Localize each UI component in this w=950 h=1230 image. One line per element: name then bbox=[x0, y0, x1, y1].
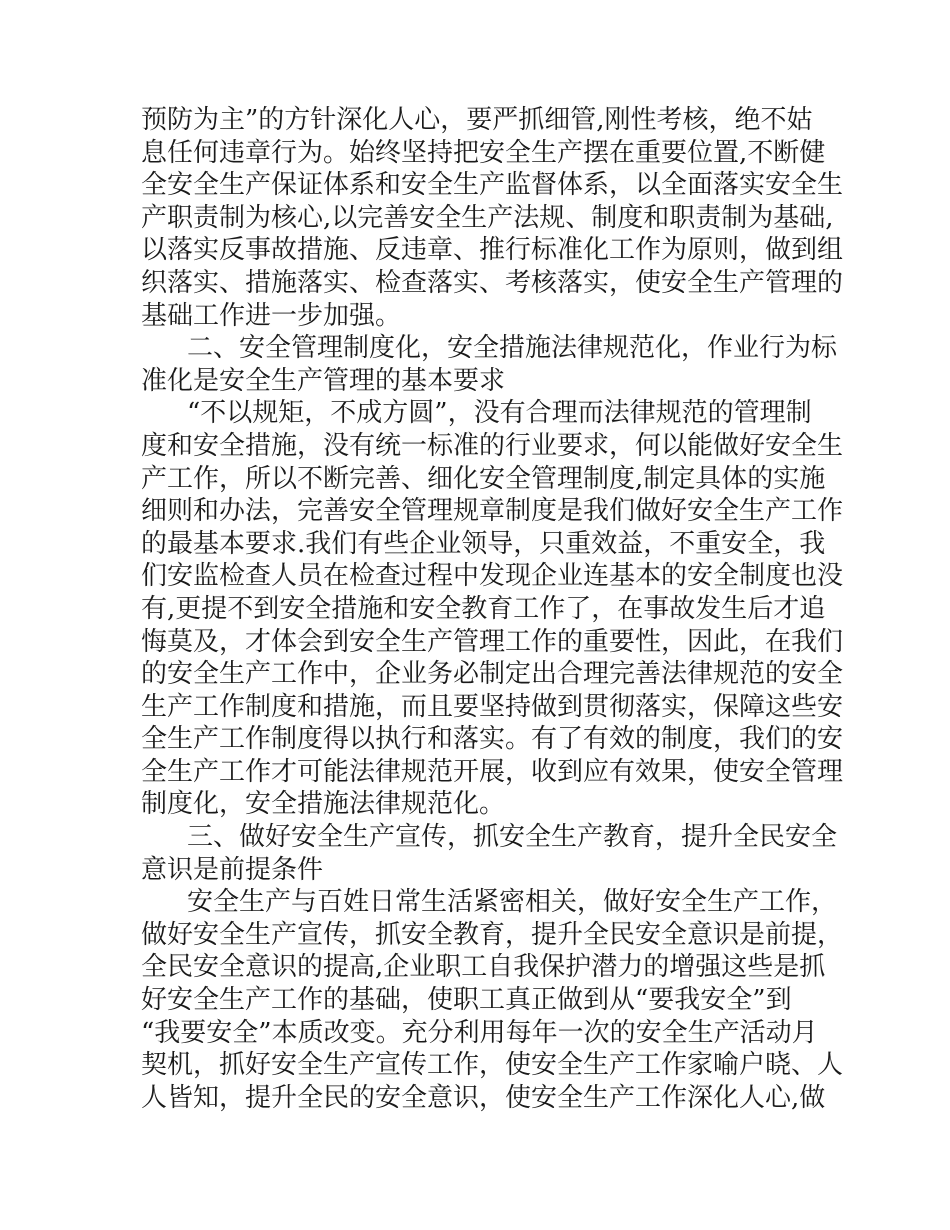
text-line: 全生产工作制度得以执行和落实。有了有效的制度，我们的安 bbox=[141, 724, 844, 755]
text-line: 的安全生产工作中，企业务必制定出合理完善法律规范的安全 bbox=[141, 659, 844, 690]
text-line: 准化是安全生产管理的基本要求 bbox=[141, 365, 506, 396]
text-line: 安全生产与百姓日常生活紧密相关，做好安全生产工作， bbox=[187, 887, 838, 918]
text-line: 生产工作制度和措施，而且要坚持做到贯彻落实，保障这些安 bbox=[141, 691, 844, 722]
document-body bbox=[141, 104, 844, 1114]
text-line: 们安监检查人员在检查过程中发现企业连基本的安全制度也没 bbox=[141, 561, 844, 592]
text-line: 悔莫及，才体会到安全生产管理工作的重要性，因此，在我们 bbox=[141, 626, 844, 657]
text-line: 产职责制为核心,以完善安全生产法规、制度和职责制为基础, bbox=[141, 202, 834, 233]
text-line: 产工作，所以不断完善、细化安全管理制度,制定具体的实施 bbox=[141, 463, 826, 494]
text-line: 全安全生产保证体系和安全生产监督体系，以全面落实安全生 bbox=[141, 170, 844, 201]
text-line: 二、安全管理制度化，安全措施法律规范化，作业行为标 bbox=[187, 333, 838, 364]
text-line: 度和安全措施，没有统一标准的行业要求，何以能做好安全生 bbox=[141, 430, 844, 461]
text-line: 契机，抓好安全生产宣传工作，使安全生产工作家喻户晓、人 bbox=[141, 1050, 844, 1081]
text-line: 好安全生产工作的基础，使职工真正做到从“要我安全”到 bbox=[141, 985, 792, 1016]
text-line: 以落实反事故措施、反违章、推行标准化工作为原则，做到组 bbox=[141, 235, 844, 266]
text-line: 织落实、措施落实、检查落实、考核落实，使安全生产管理的 bbox=[141, 267, 844, 298]
text-line: 的最基本要求.我们有些企业领导，只重效益，不重安全，我 bbox=[141, 528, 826, 559]
text-line: “我要安全”本质改变。充分利用每年一次的安全生产活动月 bbox=[141, 1017, 818, 1048]
text-line: 细则和办法，完善安全管理规章制度是我们做好安全生产工作 bbox=[141, 496, 844, 527]
text-line: 全民安全意识的提高,企业职工自我保护潜力的增强这些是抓 bbox=[141, 952, 826, 983]
text-line: 有,更提不到安全措施和安全教育工作了，在事故发生后才追 bbox=[141, 593, 826, 624]
text-line: 人皆知，提升全民的安全意识，使安全生产工作深化人心,做 bbox=[141, 1082, 826, 1113]
text-line: 预防为主”的方针深化人心，要严抓细管,刚性考核，绝不姑 bbox=[141, 105, 813, 135]
text-line: 三、做好安全生产宣传，抓安全生产教育，提升全民安全 bbox=[187, 822, 838, 853]
text-line: 全生产工作才可能法律规范开展，收到应有效果，使安全管理 bbox=[141, 756, 844, 787]
text-line: 意识是前提条件 bbox=[141, 854, 324, 885]
text-line: 制度化，安全措施法律规范化。 bbox=[141, 789, 506, 820]
text-line: “不以规矩，不成方圆”，没有合理而法律规范的管理制 bbox=[187, 398, 812, 429]
text-line: 基础工作进一步加强。 bbox=[141, 300, 402, 331]
text-line: 息任何违章行为。始终坚持把安全生产摆在重要位置,不断健 bbox=[141, 137, 826, 168]
text-line: 做好安全生产宣传，抓安全教育，提升全民安全意识是前提， bbox=[141, 919, 844, 950]
